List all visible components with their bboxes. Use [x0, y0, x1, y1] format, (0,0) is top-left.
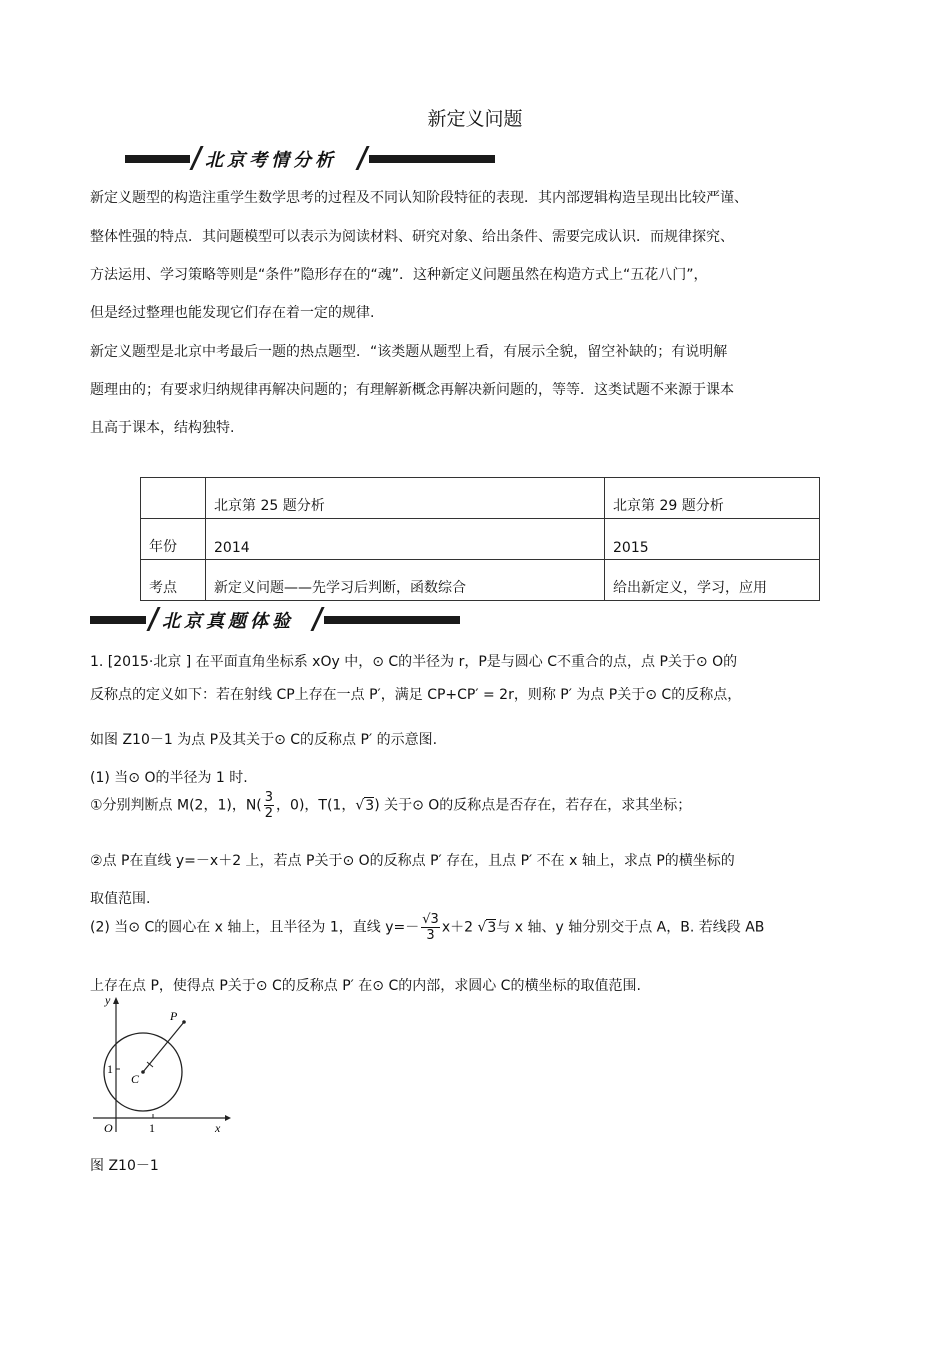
section-banner-analysis — [125, 146, 495, 170]
problem-part2: (2) 当⊙ C的圆心在 x 轴上，且半径为 1，直线 y=－ $\frac{√3}{3}$ x＋2 √3与 x 轴、y 轴分别交于点 A，B. 若线段 AB — [90, 912, 765, 943]
label-c: C — [131, 1072, 140, 1086]
section-banner-practice — [90, 607, 460, 631]
label-one-x: 1 — [149, 1121, 155, 1135]
table-row — [141, 560, 820, 601]
problem-line: 反称点的定义如下：若在射线 CP上存在一点 P′，满足 CP+CP′ = 2r，则称 P′ 为点 P关于⊙ C的反称点， — [90, 687, 742, 703]
frac-num: 3 — [264, 790, 274, 805]
fraction-sqrt3-3 — [421, 912, 440, 943]
intro-line: 方法运用、学习策略等则是“条件”隐形存在的“魂”．这种新定义问题虽然在构造方式上“五花八门”， — [90, 267, 708, 283]
intro-line: 且高于课本，结构独特. — [90, 420, 235, 436]
part2-post: 与 x 轴、y 轴分别交于点 A，B. 若线段 AB — [496, 919, 765, 936]
x-axis-arrow — [225, 1115, 231, 1121]
q1-pre: ①分别判断点 M(2，1)，N( — [90, 797, 262, 814]
label-one-y: 1 — [107, 1062, 113, 1076]
banner-analysis-text: 北京考情分析 — [205, 150, 337, 171]
part2-pre: (2) 当⊙ C的圆心在 x 轴上，且半径为 1，直线 y=－ — [90, 919, 420, 936]
table-cell: 考点 — [141, 560, 206, 601]
frac-den: 3 — [426, 928, 435, 943]
y-axis-arrow — [113, 997, 119, 1004]
table-row — [141, 519, 820, 560]
problem-part1-head: (1) 当⊙ O的半径为 1 时. — [90, 770, 248, 786]
table-cell: 2015 — [605, 519, 820, 560]
banner-practice-text: 北京真题体验 — [162, 611, 294, 632]
fraction-3-2 — [264, 790, 274, 821]
label-p: P — [170, 1009, 178, 1023]
table-cell: 2014 — [206, 519, 605, 560]
table-cell: 北京第 29 题分析 — [605, 478, 820, 519]
point-c — [141, 1070, 145, 1074]
intro-line: 整体性强的特点．其问题模型可以表示为阅读材料、研究对象、给出条件、需要完成认识．而规律探究、 — [90, 229, 734, 245]
table-cell: 给出新定义，学习，应用 — [605, 560, 820, 601]
intro-line: 但是经过整理也能发现它们存在着一定的规律. — [90, 305, 375, 321]
intro-line: 题理由的；有要求归纳规律再解决问题的；有理解新概念再解决新问题的，等等．这类试题不来源于课本 — [90, 382, 734, 398]
problem-question-2: ②点 P在直线 y=－x＋2 上，若点 P关于⊙ O的反称点 P′ 存在，且点 P′ 不在 x 轴上，求点 P的横坐标的 — [90, 853, 735, 869]
problem-question-2-cont: 取值范围. — [90, 891, 151, 907]
intro-line: 新定义题型是北京中考最后一题的热点题型．“该类题从题型上看，有展示全貌，留空补缺的；有说明解 — [90, 344, 728, 360]
page-title: 新定义问题 — [427, 108, 523, 130]
table-cell: 北京第 25 题分析 — [206, 478, 605, 519]
problem-line: 1. [2015·北京 ] 在平面直角坐标系 xOy 中，⊙ C的半径为 r，P是与圆心 C不重合的点，点 P关于⊙ O的 — [90, 654, 738, 670]
frac-den: 2 — [264, 806, 274, 821]
part2-mid: x＋2 — [441, 919, 474, 936]
sqrt-3: 3 — [365, 797, 375, 814]
table-row — [141, 478, 820, 519]
q1-mid: ，0)，T(1， — [276, 797, 356, 814]
table-cell: 年份 — [141, 519, 206, 560]
table-cell — [141, 478, 206, 519]
sqrt-3: 3 — [487, 919, 497, 936]
label-x: x — [215, 1121, 221, 1135]
q1-post: ) 关于⊙ O的反称点是否存在，若存在，求其坐标； — [374, 797, 692, 814]
label-o: O — [104, 1121, 113, 1135]
analysis-table — [140, 477, 820, 601]
problem-part2-cont: 上存在点 P，使得点 P关于⊙ C的反称点 P′ 在⊙ C的内部，求圆心 C的横坐标的取值范围. — [90, 978, 641, 994]
ray-cp — [143, 1022, 184, 1072]
point-p — [182, 1020, 186, 1024]
intro-line: 新定义题型的构造注重学生数学思考的过程及不同认知阶段特征的表现．其内部逻辑构造呈现出比较严谨、 — [90, 190, 748, 206]
problem-question-1: ①分别判断点 M(2，1)，N( $\frac{3}{2}$ ，0)，T(1，√3) 关于⊙ O的反称点是否存在，若存在，求其坐标； — [90, 790, 692, 821]
coordinate-figure — [85, 992, 235, 1137]
figure-caption: 图 Z10－1 — [90, 1158, 159, 1174]
frac-num: √3 — [422, 912, 439, 927]
problem-line: 如图 Z10－1 为点 P及其关于⊙ C的反称点 P′ 的示意图. — [90, 732, 438, 748]
table-cell: 新定义问题——先学习后判断，函数综合 — [206, 560, 605, 601]
label-y: y — [105, 993, 111, 1007]
